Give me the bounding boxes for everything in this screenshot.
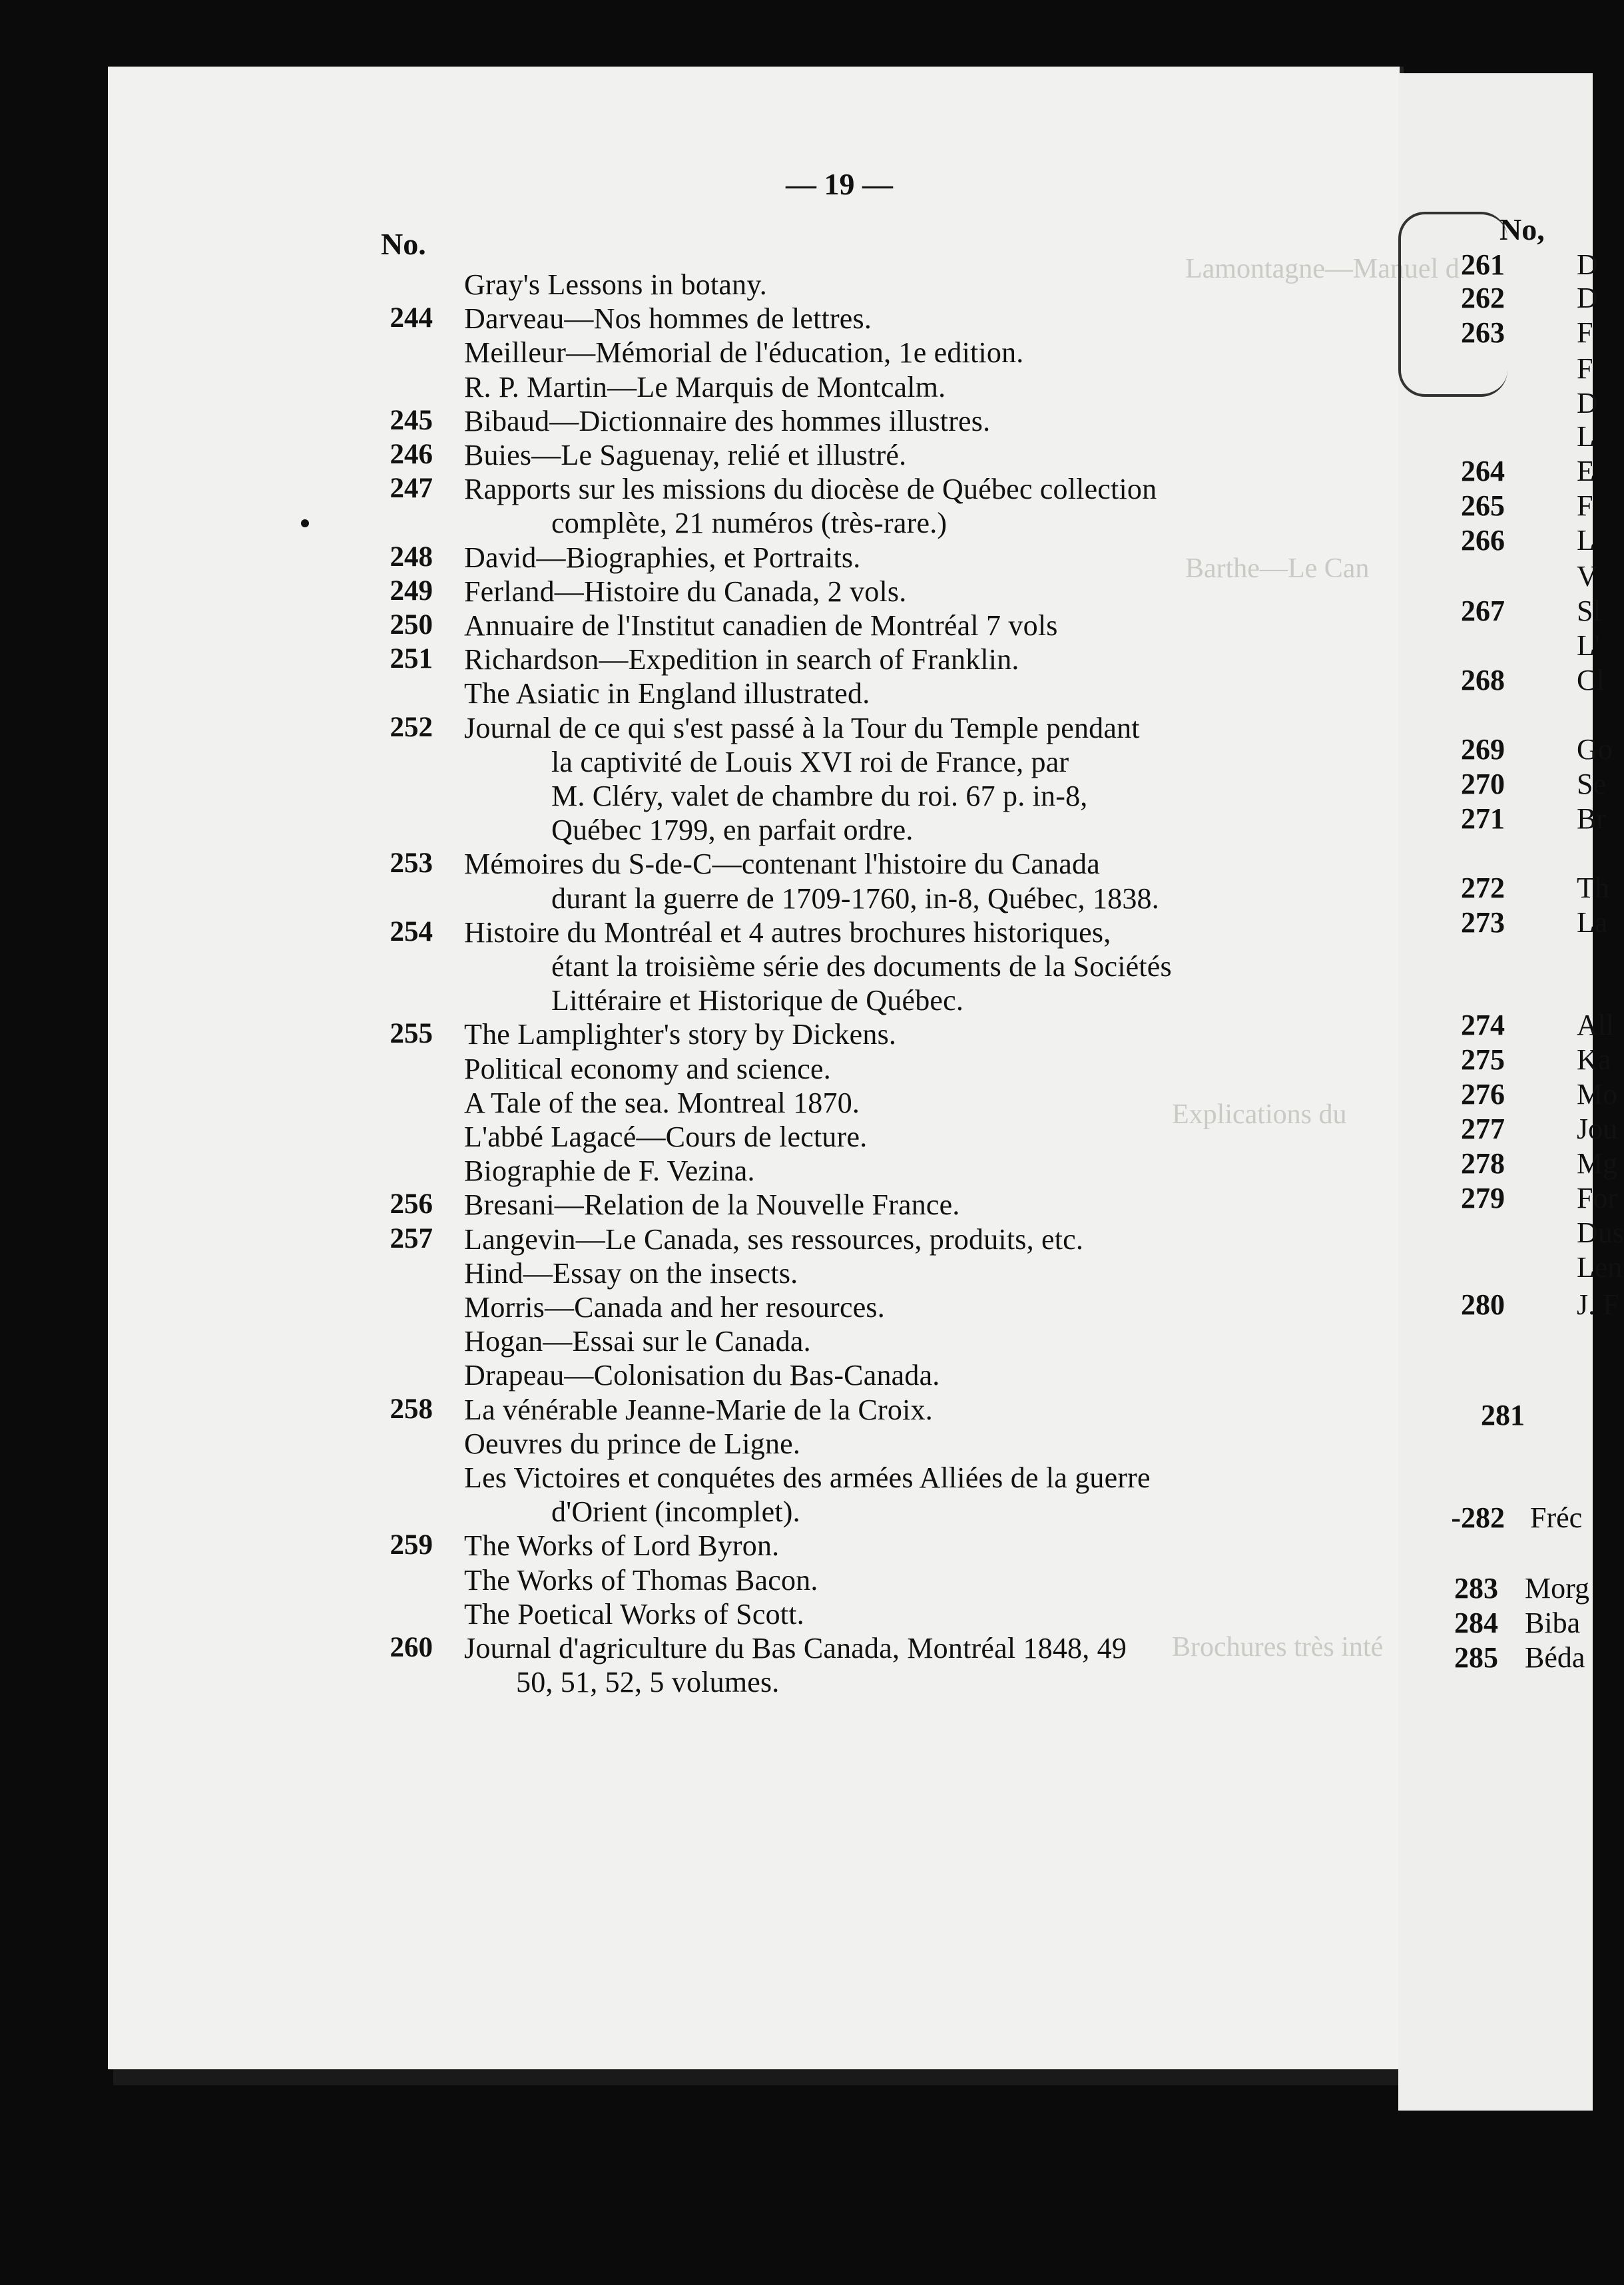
bleed-through-text: Explications du (1172, 1099, 1347, 1130)
entry-line: M. Cléry, valet de chambre du roi. 67 p. in-8, (551, 780, 1088, 812)
entry-line: d'Orient (incomplet). (551, 1495, 800, 1529)
entry-line: A Tale of the sea. Montreal 1870. (464, 1086, 860, 1119)
right-entry-text: D (1577, 282, 1598, 314)
right-entry-text: La (1577, 906, 1608, 939)
right-entry-number: 272 (1461, 872, 1505, 904)
entry-line: Québec 1799, en parfait ordre. (551, 814, 914, 847)
right-entry-number: 281 (1481, 1399, 1525, 1431)
right-entry-number: 276 (1461, 1078, 1505, 1111)
entry-line: Les Victoires et conquétes des armées Alliées de la guerre (464, 1461, 1151, 1494)
right-entry-text: Dus (1577, 1216, 1624, 1249)
entry-number: 255 (390, 1018, 433, 1050)
right-entry-number: 262 (1461, 282, 1505, 314)
entry-line: étant la troisième série des documents de la Sociétés (551, 950, 1172, 983)
right-entry-number: 280 (1461, 1288, 1505, 1321)
right-entry-text: J. F (1577, 1288, 1619, 1321)
entry-line: Hind—Essay on the insects. (464, 1256, 798, 1290)
entry-line: Meilleur—Mémorial de l'éducation, 1e edition. (464, 336, 1024, 370)
right-entry-number: 274 (1461, 1009, 1505, 1041)
right-entry-text: Morg (1525, 1572, 1589, 1605)
right-entry-text: Sl (1577, 595, 1601, 627)
entry-line: The Works of Thomas Bacon. (464, 1563, 818, 1597)
right-entry-text: Mg (1577, 1147, 1618, 1180)
right-entry-text: Mo (1577, 1078, 1618, 1111)
right-entry-text: V (1577, 560, 1598, 593)
right-entry-number: 277 (1461, 1113, 1505, 1145)
entry-line: Mémoires du S-de-C—contenant l'histoire du Canada (464, 848, 1100, 881)
entry-number: 254 (390, 915, 433, 947)
right-entry-text: D (1577, 248, 1598, 281)
right-entry-number: 261 (1461, 248, 1505, 281)
entry-number: 257 (390, 1222, 433, 1254)
right-entry-number: 268 (1461, 664, 1505, 696)
right-entry-number: 285 (1454, 1641, 1498, 1674)
right-entry-text: L (1577, 524, 1595, 557)
right-entry-text: Cl (1577, 664, 1605, 696)
entry-number: 260 (390, 1632, 433, 1663)
entry-line: Oeuvres du prince de Ligne. (464, 1427, 801, 1460)
entry-number: 246 (390, 439, 433, 470)
right-entry-number: -282 (1451, 1501, 1505, 1534)
entry-line: Political economy and science. (464, 1052, 831, 1085)
right-entry-text: Se (1577, 768, 1606, 800)
entry-line: Ferland—Histoire du Canada, 2 vols. (464, 575, 907, 608)
entry-line: Darveau—Nos hommes de lettres. (464, 302, 872, 336)
entry-line: Littéraire et Historique de Québec. (551, 984, 964, 1017)
entry-line: Langevin—Le Canada, ses ressources, produits, etc. (464, 1222, 1084, 1256)
page-edge-shadow (113, 2069, 1405, 2085)
entry-line: Richardson—Expedition in search of Franklin. (464, 643, 1019, 676)
right-entry-text: F (1577, 489, 1593, 522)
entry-line: la captivité de Louis XVI roi de France, par (551, 745, 1069, 778)
entry-line: Buies—Le Saguenay, relié et illustré. (464, 439, 907, 471)
entry-number: 248 (390, 541, 433, 573)
entry-line: Gray's Lessons in botany. (464, 268, 767, 301)
right-entry-number: 265 (1461, 489, 1505, 522)
right-entry-text: Th (1577, 872, 1609, 904)
bleed-through-text: Brochures très inté (1172, 1632, 1384, 1662)
entry-number: 256 (390, 1188, 433, 1220)
right-entry-text: E (1577, 455, 1595, 487)
entry-line: Rapports sur les missions du diocèse de Québec collection (464, 473, 1157, 506)
right-entry-text: Béda (1525, 1641, 1585, 1674)
entry-line: Bresani—Relation de la Nouvelle France. (464, 1188, 960, 1222)
entry-line: Histoire du Montréal et 4 autres brochures historiques, (464, 915, 1111, 949)
right-entry-text: Biba (1525, 1607, 1581, 1639)
right-entry-text: Ka (1577, 1043, 1611, 1076)
entry-number: 250 (390, 609, 433, 640)
entry-number: 245 (390, 404, 433, 436)
entry-line: Biographie de F. Vezina. (464, 1154, 755, 1188)
entry-line: The Asiatic in England illustrated. (464, 677, 870, 710)
entry-line: Drapeau—Colonisation du Bas-Canada. (464, 1359, 940, 1392)
entry-number: 249 (390, 575, 433, 607)
entry-line: The Works of Lord Byron. (464, 1529, 780, 1563)
entry-number: 253 (390, 848, 433, 880)
entry-number: 252 (390, 711, 433, 743)
column-head-no: No. (381, 227, 426, 261)
right-entry-text: Go (1577, 733, 1613, 766)
right-entry-text: All (1577, 1009, 1615, 1041)
right-entry-number: 270 (1461, 768, 1505, 800)
entry-line: Morris—Canada and her resources. (464, 1291, 885, 1324)
entry-line: R. P. Martin—Le Marquis de Montcalm. (464, 370, 946, 403)
right-entry-text: L (1577, 420, 1595, 453)
right-entry-text: L' (1577, 629, 1600, 662)
bleed-through-text: Lamontagne—Manuel d (1185, 254, 1460, 284)
entry-line: The Lamplighter's story by Dickens. (464, 1018, 897, 1051)
entry-line: L'abbé Lagacé—Cours de lecture. (464, 1121, 868, 1153)
right-entry-number: 279 (1461, 1182, 1505, 1214)
entry-line: durant la guerre de 1709-1760, in-8, Québec, 1838. (551, 882, 1159, 915)
right-entry-number: 264 (1461, 455, 1505, 487)
right-entry-number: 278 (1461, 1147, 1505, 1180)
entry-line: complète, 21 numéros (très-rare.) (551, 507, 947, 540)
entry-number: 259 (390, 1529, 433, 1561)
entry-line: Bibaud—Dictionnaire des hommes illustres. (464, 404, 991, 437)
right-entry-number: 271 (1461, 802, 1505, 835)
entry-number: 251 (390, 643, 433, 675)
right-entry-number: 273 (1461, 906, 1505, 939)
entry-number: 247 (390, 473, 433, 505)
entry-line: 50, 51, 52, 5 volumes. (516, 1666, 780, 1699)
right-entry-text: Fréc (1530, 1501, 1583, 1534)
entry-line: The Poetical Works of Scott. (464, 1597, 804, 1631)
entry-line: Journal d'agriculture du Bas Canada, Montréal 1848, 49 (464, 1632, 1127, 1664)
entry-line: Hogan—Essai sur le Canada. (464, 1325, 811, 1358)
right-entry-number: 275 (1461, 1043, 1505, 1076)
right-entry-number: 269 (1461, 733, 1505, 766)
right-entry-text: F (1577, 352, 1593, 385)
right-entry-number: 266 (1461, 524, 1505, 557)
entry-line: La vénérable Jeanne-Marie de la Croix. (464, 1393, 933, 1426)
right-entry-number: 284 (1454, 1607, 1498, 1639)
margin-dot (301, 519, 309, 527)
entry-line: David—Biographies, et Portraits. (464, 541, 861, 574)
page-number: — 19 — (786, 167, 893, 201)
entry-number: 244 (390, 302, 433, 334)
right-column-head: No, (1499, 212, 1545, 246)
entry-line: Annuaire de l'Institut canadien de Montréal 7 vols (464, 609, 1058, 642)
bleed-through-text: Barthe—Le Can (1185, 553, 1370, 584)
right-entry-text: Len (1577, 1251, 1623, 1284)
right-entry-number: 267 (1461, 595, 1505, 627)
entry-line: Journal de ce qui s'est passé à la Tour du Temple pendant (464, 711, 1140, 744)
right-entry-text: Jou (1577, 1113, 1618, 1145)
right-entry-text: F (1577, 316, 1593, 349)
right-entry-text: Br (1577, 802, 1606, 835)
right-entry-text: D (1577, 387, 1598, 419)
right-entry-number: 283 (1454, 1572, 1498, 1605)
right-entry-text: For (1577, 1182, 1618, 1214)
entry-number: 258 (390, 1393, 433, 1425)
right-entry-number: 263 (1461, 316, 1505, 349)
